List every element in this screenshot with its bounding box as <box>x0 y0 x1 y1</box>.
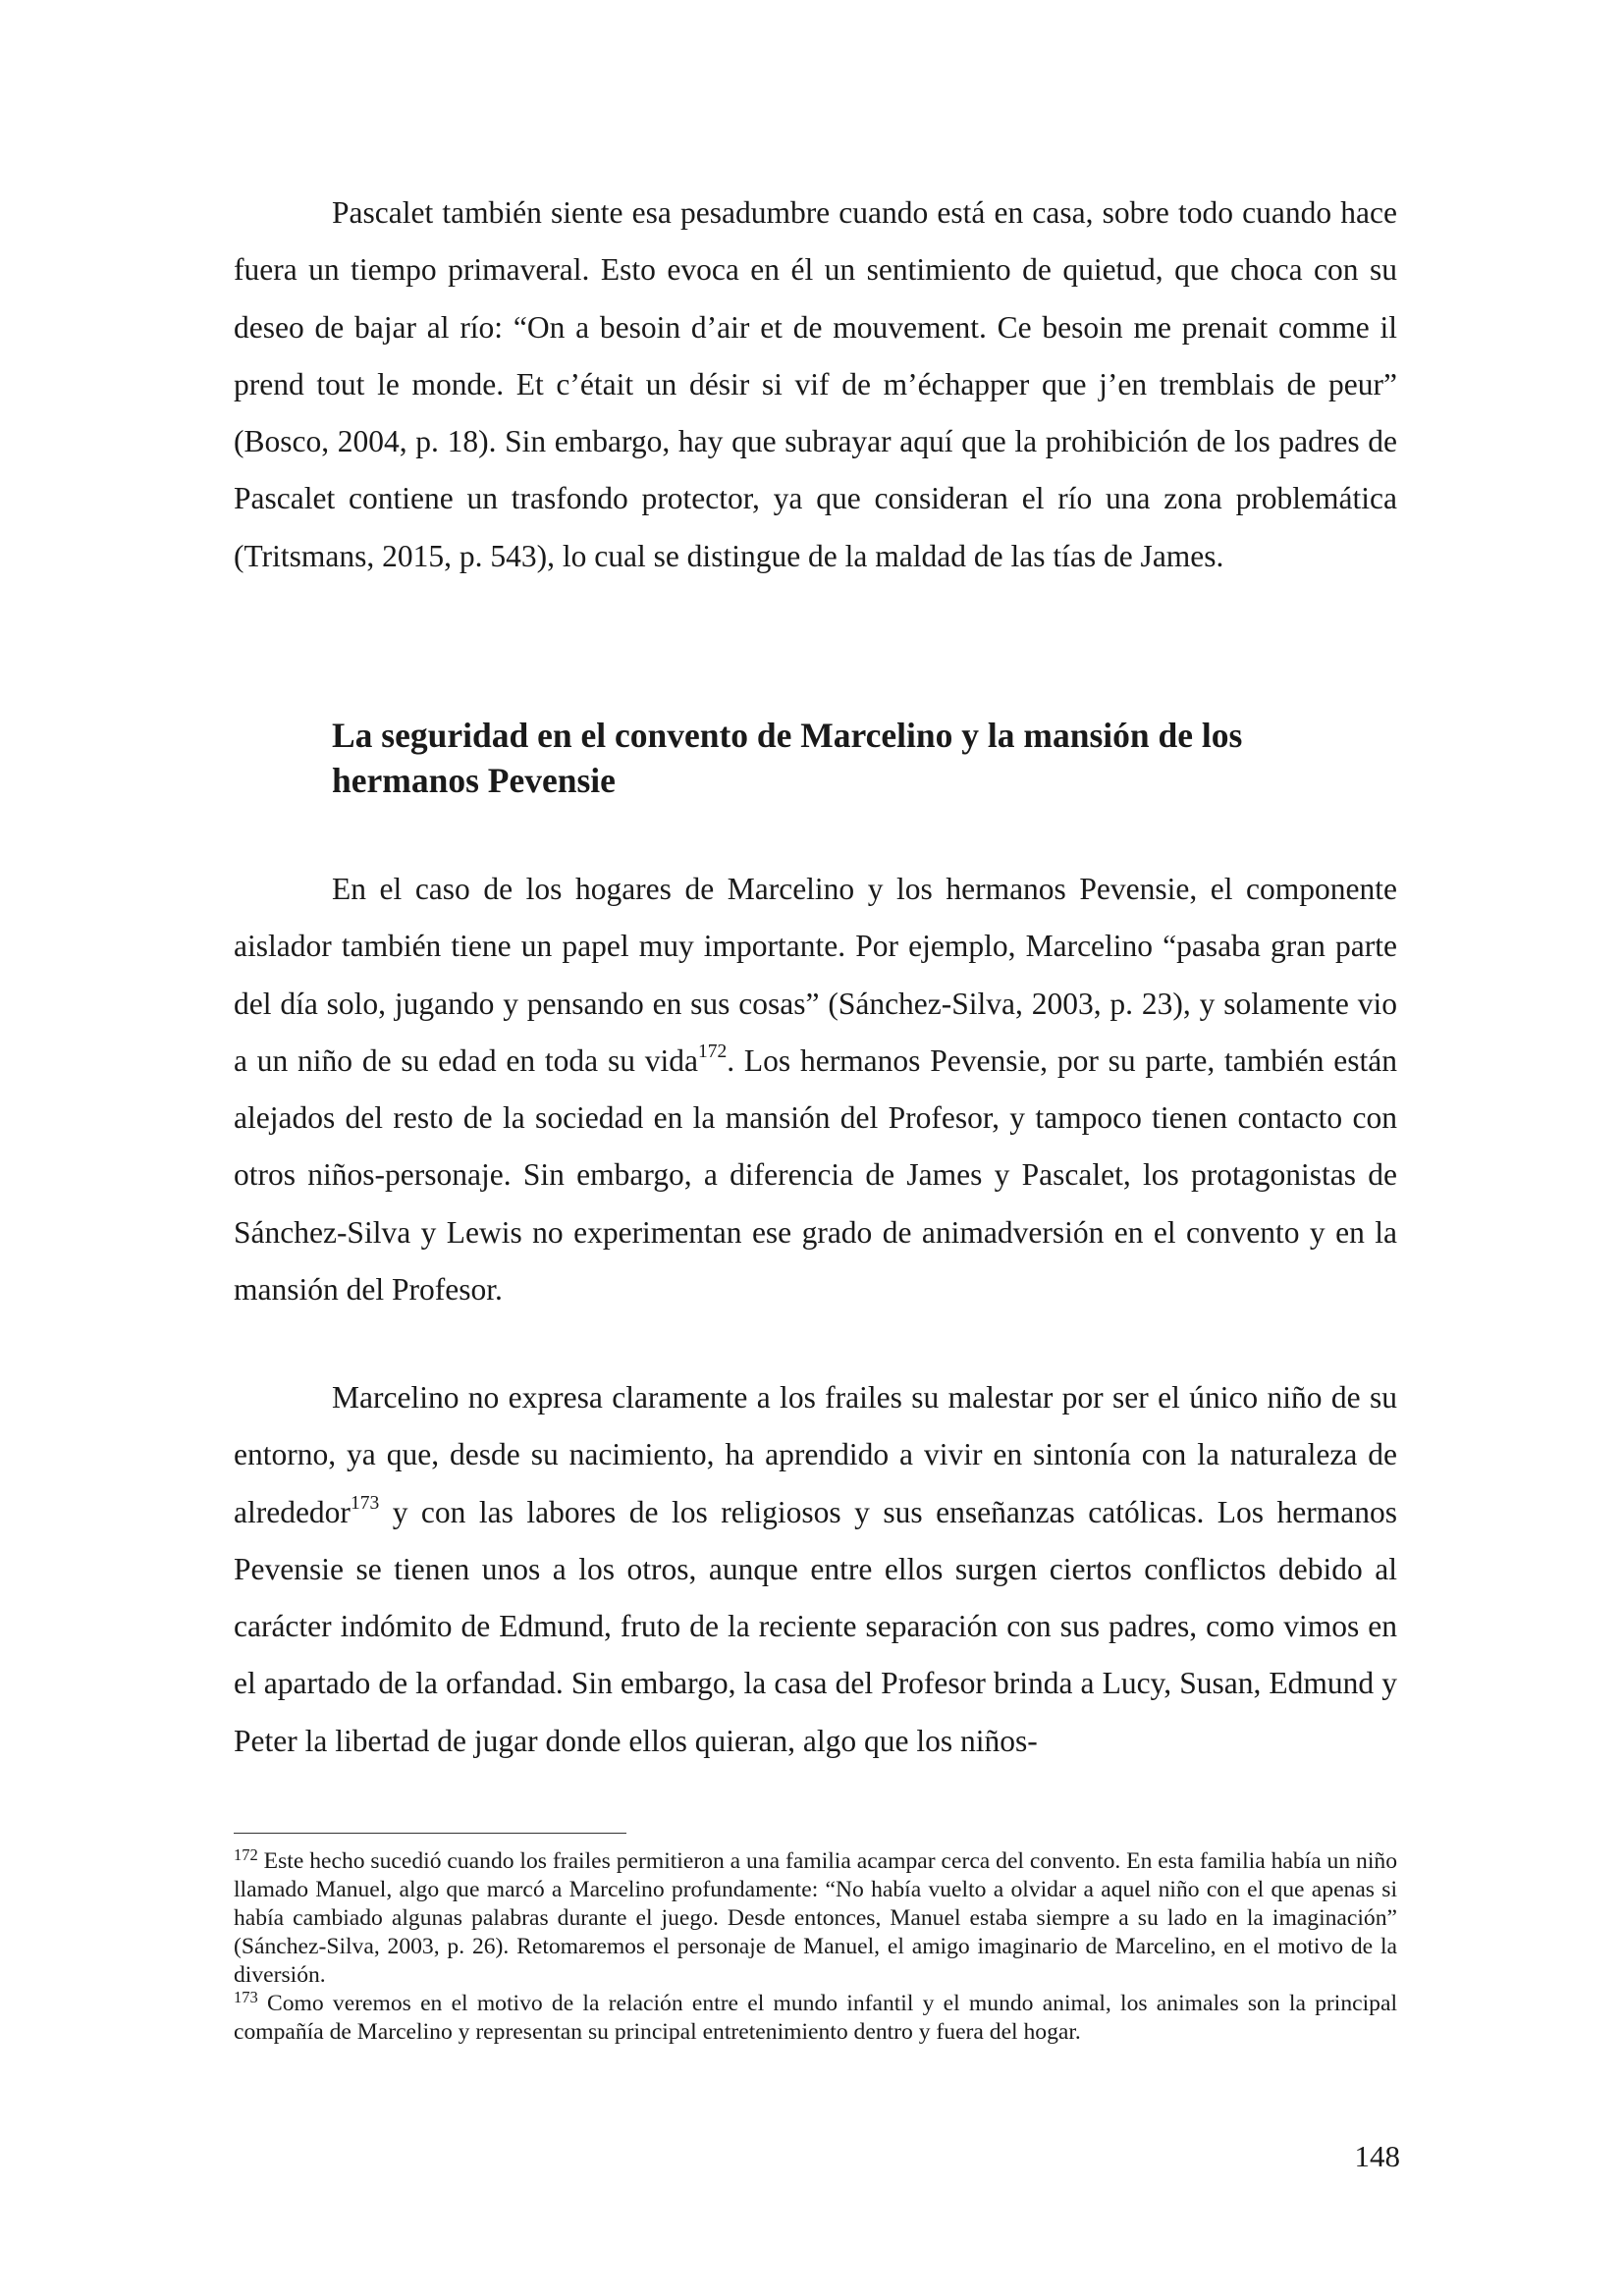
page-number: 148 <box>1354 2139 1400 2173</box>
paragraph-2-text <box>234 861 1397 1318</box>
paragraph-2-text-after: . Los hermanos Pevensie, por su parte, también están alejados del resto de la sociedad en la mansión del Profesor, y tampoco tienen contacto con otros niños-personaje. Sin embargo, a diferencia de James y Pascalet, los protagonistas de Sánchez-Silva y Lewis no experimentan ese grado de animadversión en el convento y en la mansión del Profesor. <box>234 1042 1398 1308</box>
footnote-173-number: 173 <box>234 1987 258 2006</box>
paragraph-2 <box>234 861 1397 1318</box>
footnote-173 <box>234 1987 1397 2047</box>
paragraph-3-text-before: Marcelino no expresa claramente a los frailes su malestar por ser el único niño de su entorno, ya que, desde su nacimiento, ha aprendido a vivir en sintonía con la naturaleza de alrededor <box>234 1380 1397 1529</box>
footnote-separator <box>234 1833 626 1834</box>
paragraph-3 <box>234 1369 1397 1770</box>
paragraph-2-text-before: En el caso de los hogares de Marcelino y los hermanos Pevensie, el componente aislador también tiene un papel muy importante. Por ejemplo, Marcelino “pasaba gran parte del día solo, jugando y pensando en sus cosas” (Sánchez-Silva, 2003, p. 23), y solamente vio a un niño de su edad en toda su vida <box>234 872 1397 1078</box>
paragraph-1 <box>234 185 1397 585</box>
footnotes <box>234 1844 1397 2047</box>
footnote-172 <box>234 1844 1397 1990</box>
footnote-172-number: 172 <box>234 1844 258 1864</box>
paragraph-1-text: Pascalet también siente esa pesadumbre cuando está en casa, sobre todo cuando hace fuera un tiempo primaveral. Esto evoca en él un sentimiento de quietud, que choca con su deseo de bajar al río: “On a besoin d’air et de mouvement. Ce besoin me prenait comme il prend tout le monde. Et c’était un désir si vif de m’échapper que j’en tremblais de peur” (Bosco, 2004, p. 18). Sin embargo, hay que subrayar aquí que la prohibición de los padres de Pascalet contiene un trasfondo protector, ya que consideran el río una zona problemática (Tritsmans, 2015, p. 543), lo cual se distingue de la maldad de las tías de James. <box>234 195 1397 573</box>
footnote-ref-173[interactable]: 173 <box>350 1492 380 1514</box>
section-heading: La seguridad en el convento de Marcelino y la mansión de los hermanos Pevensie <box>332 716 1243 800</box>
footnote-172-text: Este hecho sucedió cuando los frailes permitieron a una familia acampar cerca del convento. En esta familia había un niño llamado Manuel, algo que marcó a Marcelino profundamente: “No había vuelto a olvidar a aquel niño con el que apenas si había cambiado algunas palabras durante el juego. Desde entonces, Manuel estaba siempre a su lado en la imaginación” (Sánchez-Silva, 2003, p. 26). Retomaremos el personaje de Manuel, el amigo imaginario de Marcelino, en el motivo de la diversión. <box>234 1848 1397 1988</box>
footnote-173-text: Como veremos en el motivo de la relación entre el mundo infantil y el mundo animal, los animales son la principal compañía de Marcelino y representan su principal entretenimiento dentro y fuera del hogar. <box>234 1991 1397 2045</box>
paragraph-3-text-after: y con las labores de los religiosos y sus enseñanzas católicas. Los hermanos Pevensie se tienen unos a los otros, aunque entre ellos surgen ciertos conflictos debido al carácter indómito de Edmund, fruto de la reciente separación con sus padres, como vimos en el apartado de la orfandad. Sin embargo, la casa del Profesor brinda a Lucy, Susan, Edmund y Peter la libertad de jugar donde ellos quieran, algo que los niños- <box>234 1494 1397 1758</box>
footnote-ref-172[interactable]: 172 <box>697 1041 728 1062</box>
paragraph-3-text <box>234 1369 1397 1770</box>
